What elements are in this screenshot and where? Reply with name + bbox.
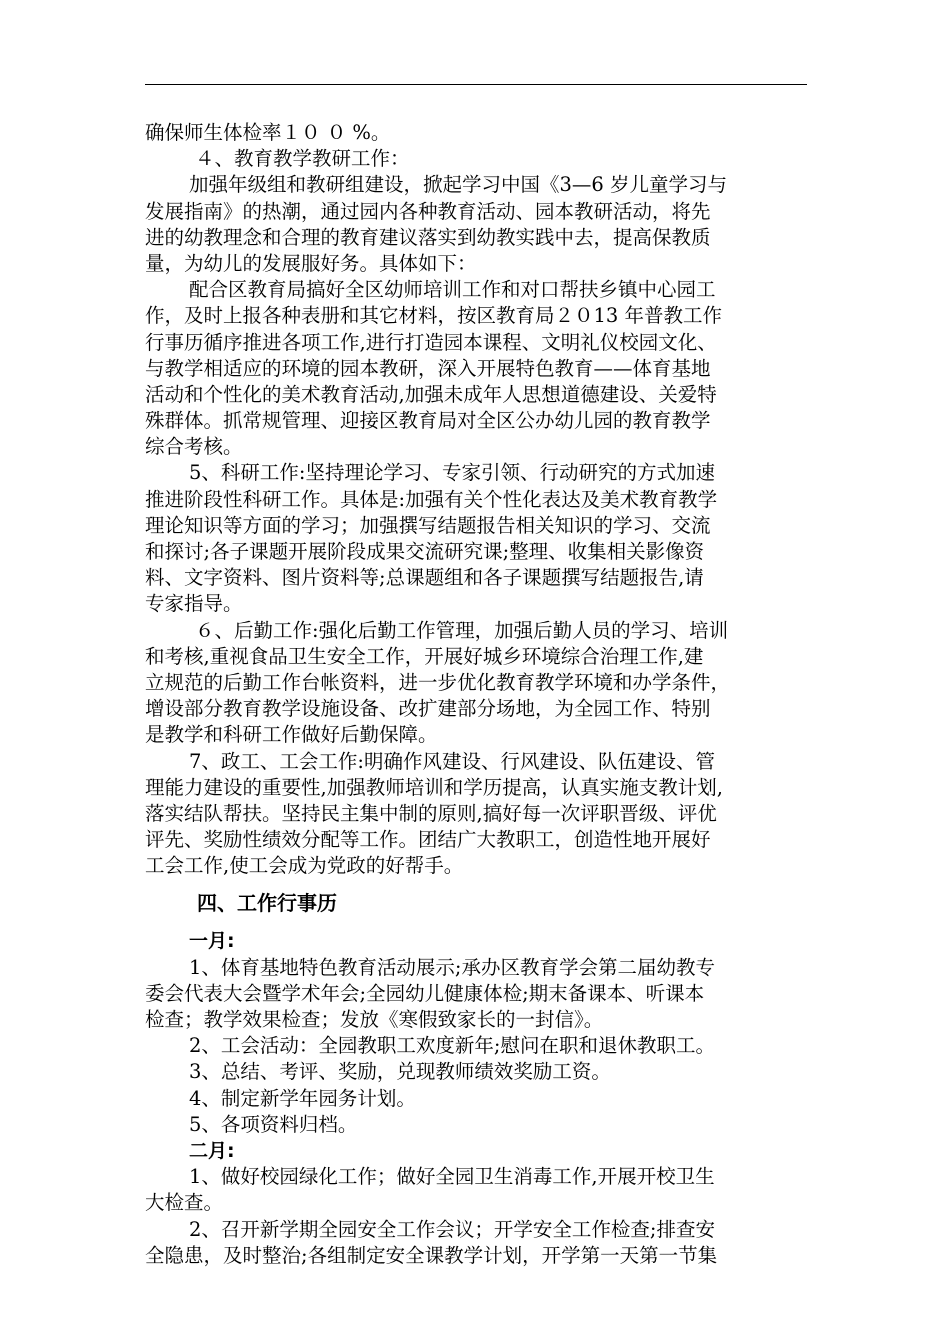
text-line: 是教学和科研工作做好后勤保障。 <box>145 723 438 747</box>
text-line: 综合考核。 <box>145 435 243 459</box>
list-item: 1、做好校园绿化工作；做好全园卫生消毒工作,开展开校卫生 <box>189 1165 715 1189</box>
section-heading: 四、工作行事历 <box>197 891 337 916</box>
text-line: 加强年级组和教研组建设，掀起学习中国《3—6 岁儿童学习与 <box>189 173 728 197</box>
text-line: 和考核,重视食品卫生安全工作，开展好城乡环境综合治理工作,建 <box>145 644 704 668</box>
text-line: 进的幼教理念和合理的教育建议落实到幼教实践中去，提高保教质 <box>145 225 711 249</box>
section-5-title: 5、科研工作:坚持理论学习、专家引领、行动研究的方式加速 <box>189 461 715 485</box>
text-line: 与教学相适应的环境的园本教研，深入开展特色教育——体育基地 <box>145 356 711 380</box>
text-line: 立规范的后勤工作台帐资料，进一步优化教育教学环境和办学条件， <box>145 670 731 694</box>
list-item: 1、体育基地特色教育活动展示;承办区教育学会第二届幼教专 <box>189 955 715 979</box>
text-line: 殊群体。抓常规管理、迎接区教育局对全区公办幼儿园的教育教学 <box>145 409 711 433</box>
text-line: 和探讨;各子课题开展阶段成果交流研究课;整理、收集相关影像资 <box>145 540 705 563</box>
list-item: 4、制定新学年园务计划。 <box>189 1086 416 1110</box>
text-line: 检查；教学效果检查；发放《寒假致家长的一封信》。 <box>145 1008 604 1031</box>
list-item: 3、总结、考评、奖励，兑现教师绩效奖励工资。 <box>189 1060 611 1084</box>
text-line: 作，及时上报各种表册和其它材料，按区教育局２０13 年普教工作 <box>145 304 723 328</box>
text-line: 大检查。 <box>145 1191 224 1215</box>
text-line: 委会代表大会暨学术年会;全园幼儿健康体检;期末备课本、听课本 <box>145 981 705 1005</box>
text-line: 活动和个性化的美术教育活动,加强未成年人思想道德建设、关爱特 <box>145 382 717 406</box>
text-line: 理论知识等方面的学习；加强撰写结题报告相关知识的学习、交流 <box>145 513 711 537</box>
text-line: 评先、奖励性绩效分配等工作。团结广大教职工，创造性地开展好 <box>145 828 711 852</box>
text-line: 全隐患，及时整治;各组制定安全课教学计划，开学第一天第一节集 <box>145 1243 718 1267</box>
month-january-label: 一月: <box>189 930 235 953</box>
section-6-title: ６、后勤工作:强化后勤工作管理，加强后勤人员的学习、培训 <box>195 618 729 642</box>
list-item: 2、工会活动：全园教职工欢度新年;慰问在职和退休教职工。 <box>189 1034 715 1058</box>
text-line: 推进阶段性科研工作。具体是:加强有关个性化表达及美术教育教学 <box>145 487 718 511</box>
list-item: 5、各项资料归档。 <box>189 1112 358 1136</box>
text-line: 确保师生体检率１０ ０ %。 <box>145 121 391 144</box>
document-body <box>145 120 810 1269</box>
text-line: 专家指导。 <box>145 592 243 616</box>
text-line: 配合区教育局搞好全区幼师培训工作和对口帮扶乡镇中心园工 <box>189 278 716 302</box>
text-line: 量，为幼儿的发展服好务。具体如下： <box>145 251 477 275</box>
text-line: 落实结队帮扶。坚持民主集中制的原则,搞好每一次评职晋级、评优 <box>145 801 717 825</box>
month-february-label: 二月: <box>189 1139 235 1162</box>
text-line: 增设部分教育教学设施设备、改扩建部分场地，为全园工作、特别 <box>145 697 711 721</box>
text-line: 行事历循序推进各项工作,进行打造园本课程、文明礼仪校园文化、 <box>145 330 717 354</box>
text-line: 发展指南》的热潮，通过园内各种教育活动、园本教研活动，将先 <box>145 199 711 223</box>
text-line: 料、文字资料、图片资料等;总课题组和各子课题撰写结题报告,请 <box>145 566 704 590</box>
section-7-title: 7、政工、工会工作:明确作风建设、行风建设、队伍建设、管 <box>189 749 715 773</box>
section-4-title: ４、教育教学教研工作： <box>195 147 410 171</box>
text-line: 工会工作,使工会成为党政的好帮手。 <box>145 854 464 878</box>
list-item: 2、召开新学期全园安全工作会议；开学安全工作检查;排查安 <box>189 1217 715 1241</box>
text-line: 理能力建设的重要性,加强教师培训和学历提高，认真实施支教计划, <box>145 775 723 799</box>
header-rule <box>145 84 807 85</box>
